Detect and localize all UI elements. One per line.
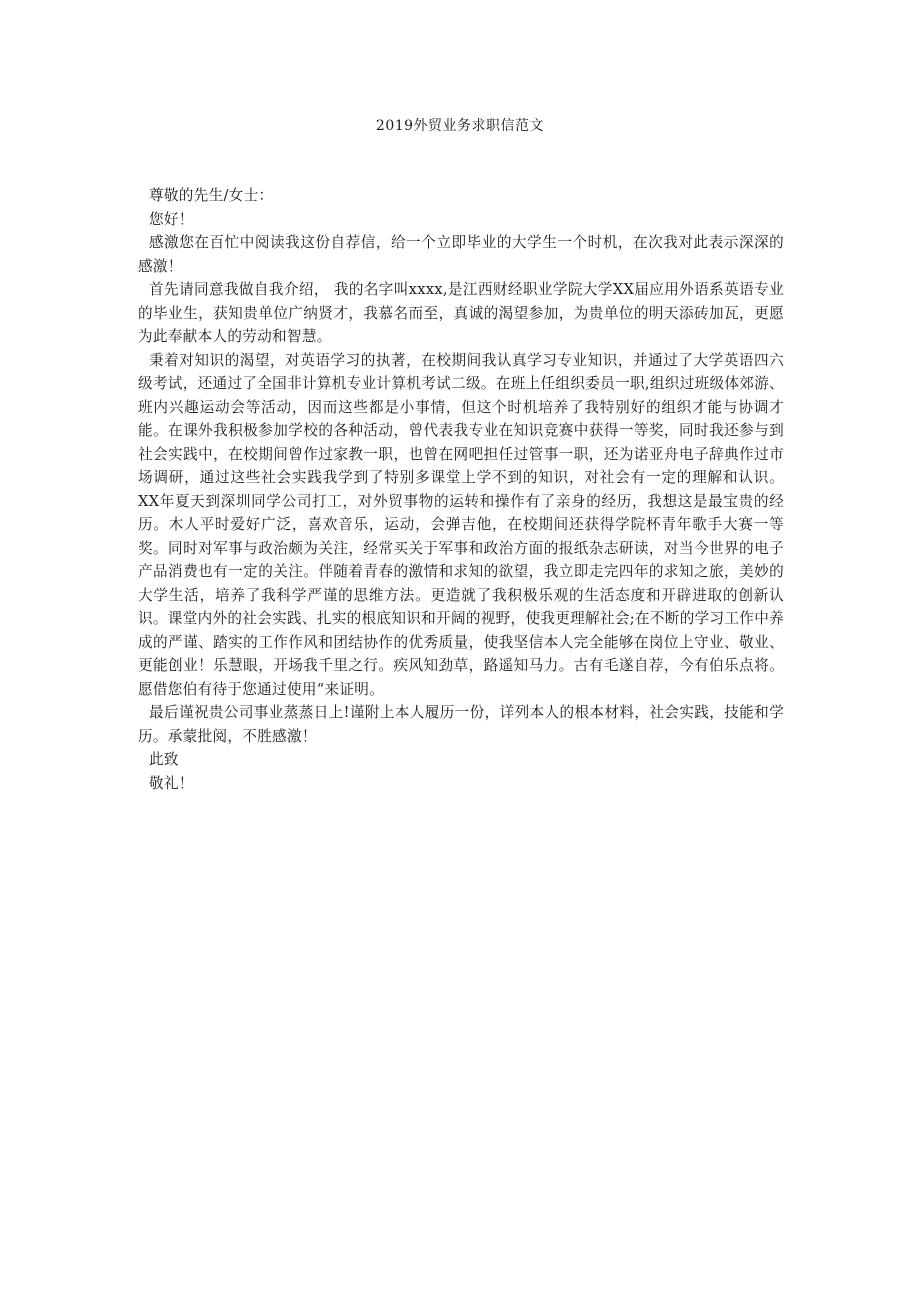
letter-body: [138, 184, 784, 795]
paragraph-3: 秉着对知识的渴望，对英语学习的执著，在校期间我认真学习专业知识，并通过了大学英语四六级考试，还通过了全国非计算机专业计算机考试二级。在班上任组织委员一职,组织过班级体郊游、班内兴趣运动会等活动，因而这些都是小事情，但这个时机培养了我特别好的组织才能与协调才能。在课外我积极参加学校的各种活动，曾代表我专业在知识竞赛中获得一等奖，同时我还参与到社会实践中，在校期间曾作过家教一职，也曾在网吧担任过管事一职，还为诺亚舟电子辞典作过市场调研，通过这些社会实践我学到了特别多课堂上学不到的知识，对社会有一定的理解和认识。XX年夏天到深圳同学公司打工，对外贸事物的运转和操作有了亲身的经历，我想这是最宝贵的经历。木人平时爱好广泛，喜欢音乐，运动，会弹吉他，在校期间还获得学院杯青年歌手大赛一等奖。同时对军事与政治颇为关注，经常买关于军事和政治方面的报纸杂志研读，对当今世界的电子产品消费也有一定的关注。伴随着青春的激情和求知的欲望，我立即走完四年的求知之旅，美妙的大学生活，培养了我科学严谨的思维方法。更造就了我积极乐观的生活态度和开辟进取的创新认识。课堂内外的社会实践、扎实的根底知识和开阔的视野，使我更理解社会;在不断的学习工作中养成的严谨、踏实的工作作风和团结协作的优秀质量，使我坚信本人完全能够在岗位上守业、敬业、更能创业！乐慧眼，开场我千里之行。疾风知劲草，路遥知马力。古有毛遂自荐，今有伯乐点将。愿借您伯有待于您通过使用“来证明。: [138, 351, 784, 698]
paragraph-1: 感激您在百忙中阅读我这份自荐信，给一个立即毕业的大学生一个时机，在次我对此表示深深的感激！: [138, 234, 784, 275]
document-title: 2019外贸业务求职信范文: [375, 118, 545, 134]
salutation: 尊敬的先生/女士：: [149, 187, 274, 204]
closing-line-1: 此致: [149, 751, 179, 768]
paragraph-4: 最后谨祝贵公司事业蒸蒸日上!谨附上本人履历一份，详列本人的根本材料，社会实践，技能和学历。承蒙批阅，不胜感激！: [138, 704, 784, 745]
closing-line-2: 敬礼！: [149, 774, 194, 792]
greeting: 您好！: [149, 210, 194, 228]
paragraph-2: 首先请同意我做自我介绍， 我的名字叫xxxx,是江西财经职业学院大学XX届应用外语系英语专业的毕业生，获知贵单位广纳贤才，我慕名而至，真诚的渴望参加，为贵单位的明天添砖加瓦，更愿为此奉献本人的劳动和智慧。: [138, 281, 784, 345]
